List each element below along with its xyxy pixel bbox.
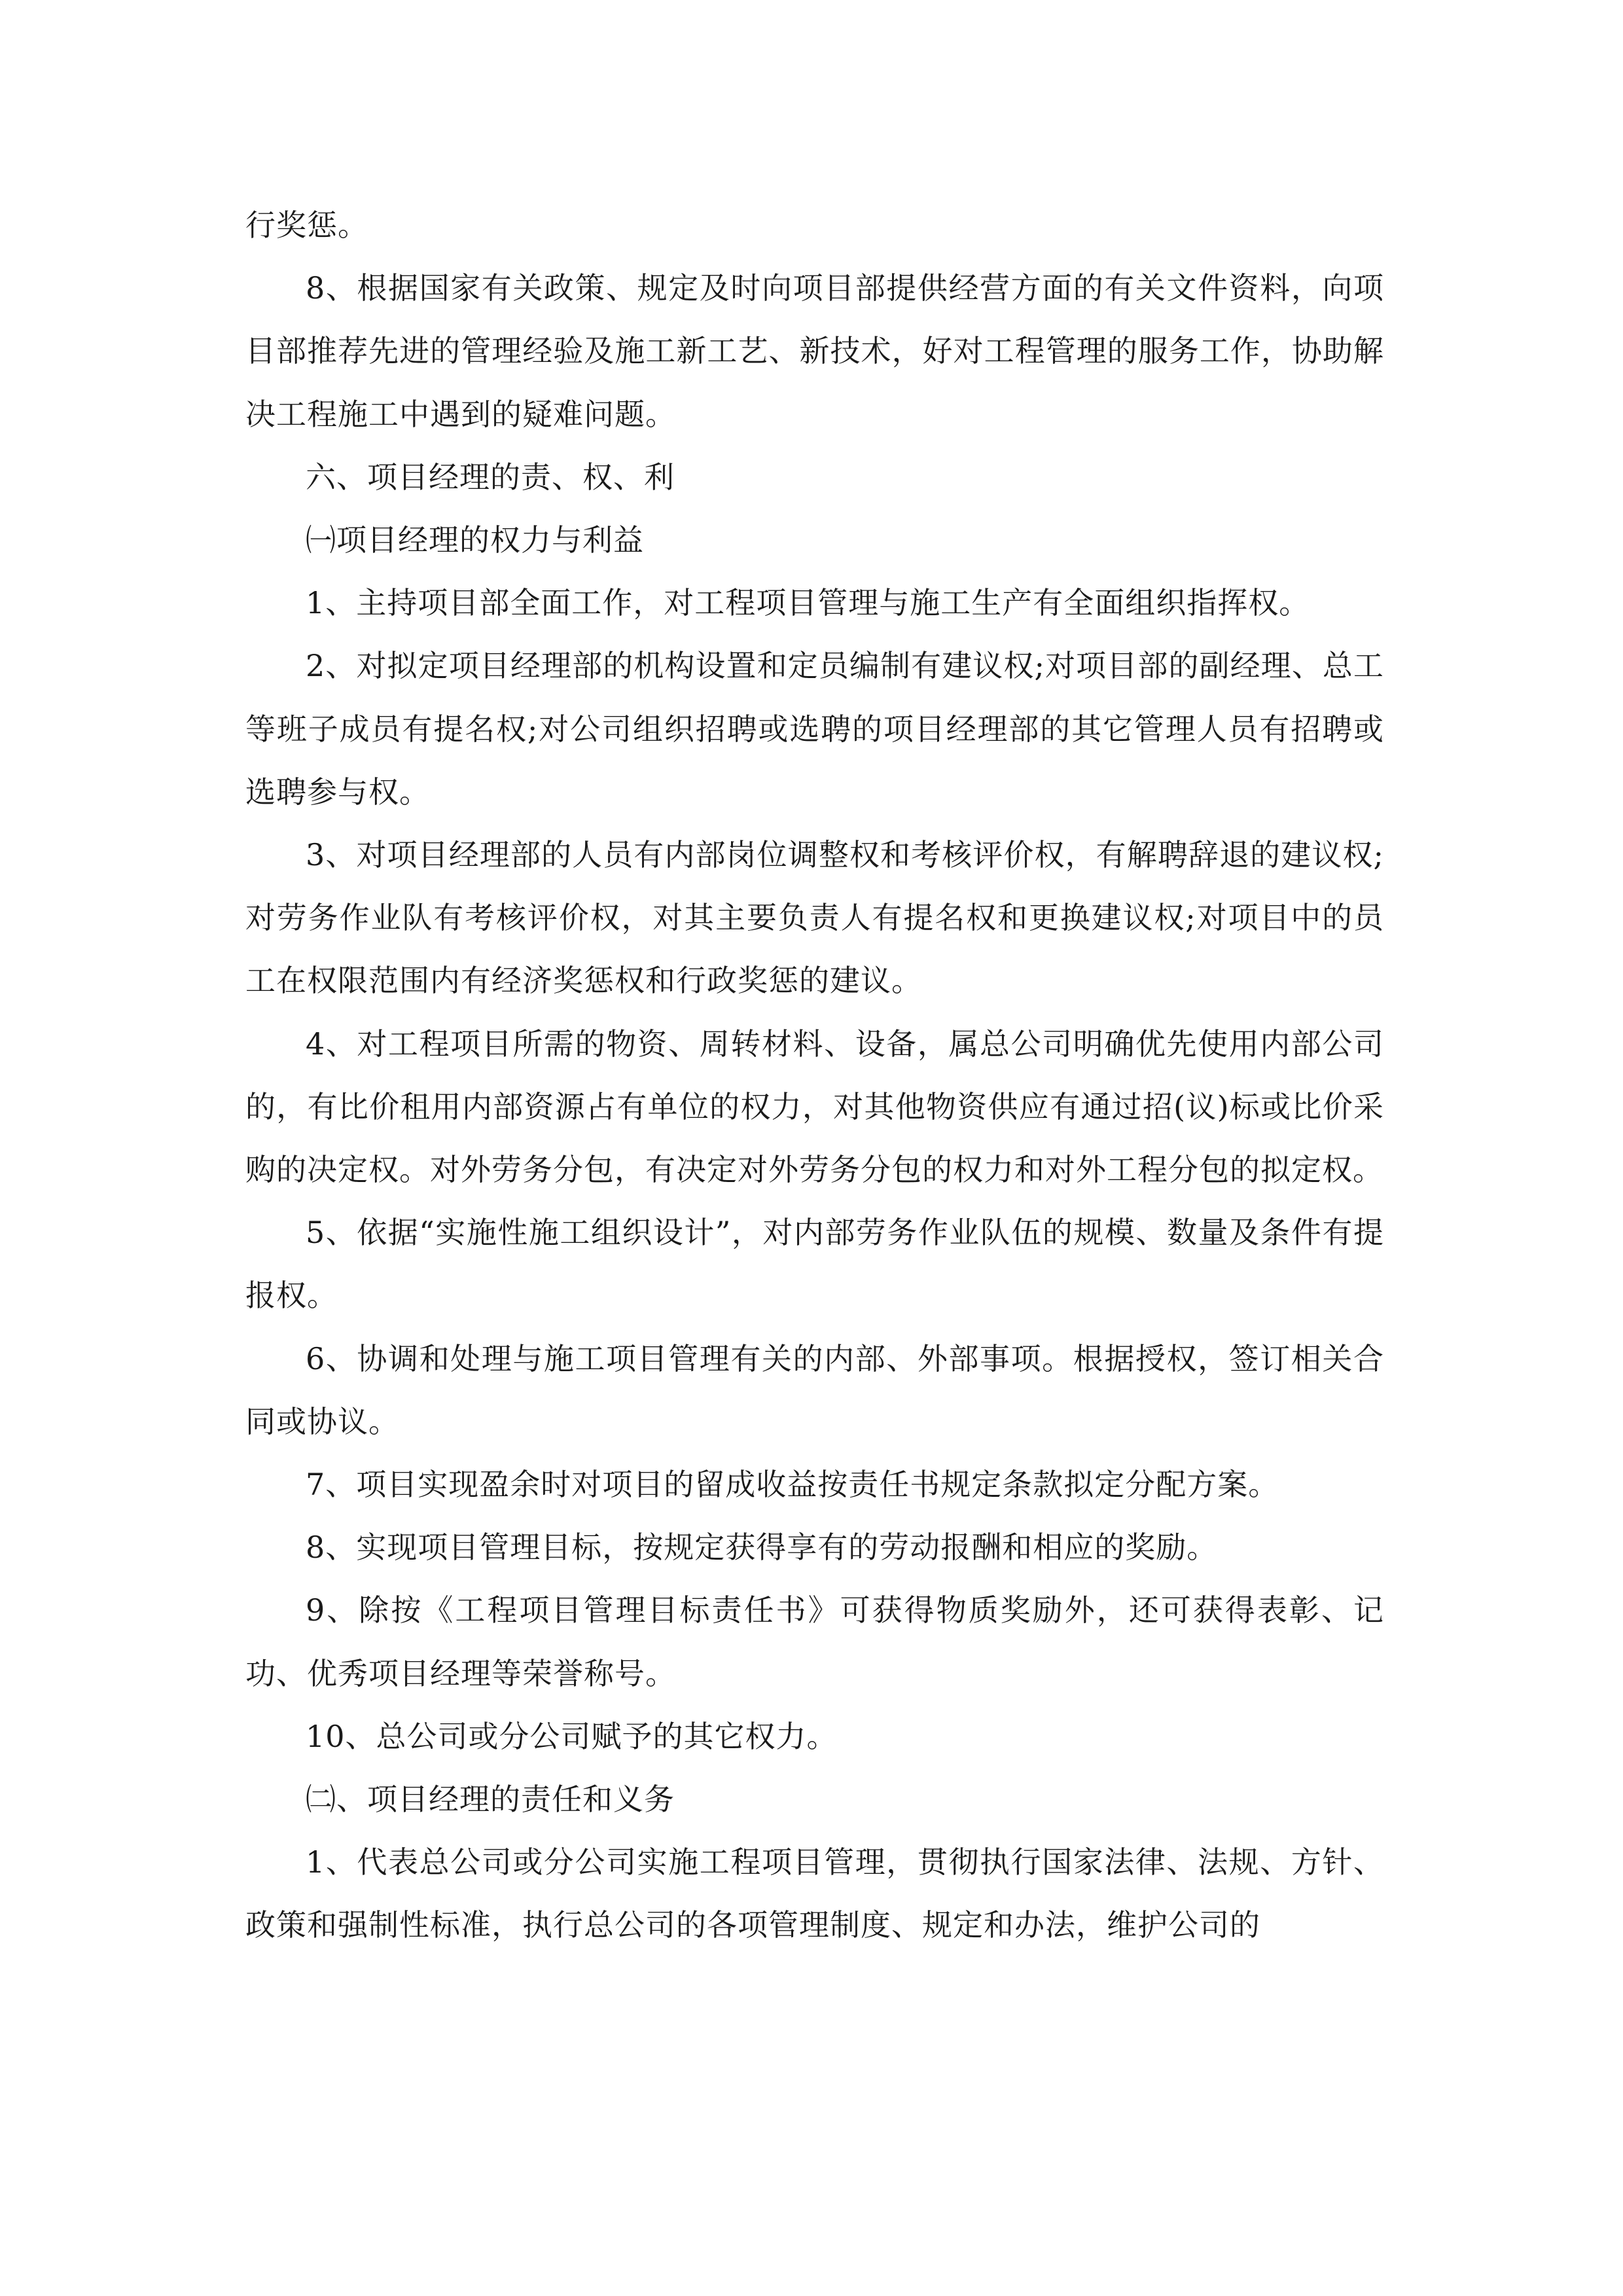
document-body bbox=[245, 194, 1384, 1957]
paragraph-item-9: 9、除按《工程项目管理目标责任书》可获得物质奖励外，还可获得表彰、记功、优秀项目经理等荣誉称号。 bbox=[245, 1592, 1384, 1691]
paragraph-item-2: 2、对拟定项目经理部的机构设置和定员编制有建议权;对项目部的副经理、总工等班子成员有提名权;对公司组织招聘或选聘的项目经理部的其它管理人员有招聘或选聘参与权。 bbox=[245, 648, 1384, 810]
paragraph-item-10: 10、总公司或分公司赋予的其它权力。 bbox=[306, 1718, 838, 1754]
paragraph-item-3: 3、对项目经理部的人员有内部岗位调整权和考核评价权，有解聘辞退的建议权;对劳务作业队有考核评价权，对其主要负责人有提名权和更换建议权;对项目中的员工在权限范围内有经济奖惩权和行政奖惩的建议。 bbox=[245, 837, 1384, 999]
subsection-heading-two: ㈡、项目经理的责任和义务 bbox=[306, 1782, 675, 1818]
section-heading-six: 六、项目经理的责、权、利 bbox=[306, 459, 675, 495]
paragraph-item-1: 1、主持项目部全面工作，对工程项目管理与施工生产有全面组织指挥权。 bbox=[306, 585, 1310, 621]
paragraph-item-6: 6、协调和处理与施工项目管理有关的内部、外部事项。根据授权，签订相关合同或协议。 bbox=[245, 1340, 1384, 1439]
paragraph-continuation: 行奖惩。 bbox=[245, 207, 368, 243]
paragraph-item-8: 8、实现项目管理目标，按规定获得享有的劳动报酬和相应的奖励。 bbox=[306, 1530, 1218, 1566]
subsection-heading-one: ㈠项目经理的权力与利益 bbox=[306, 522, 644, 558]
paragraph-item-4: 4、对工程项目所需的物资、周转材料、设备，属总公司明确优先使用内部公司的，有比价租用内部资源占有单位的权力，对其他物资供应有通过招(议)标或比价采购的决定权。对外劳务分包，有决定对外劳务分包的权力和对外工程分包的拟定权。 bbox=[245, 1026, 1384, 1188]
paragraph-duty-item-1: 1、代表总公司或分公司实施工程项目管理，贯彻执行国家法律、法规、方针、政策和强制性标准，执行总公司的各项管理制度、规定和办法，维护公司的 bbox=[245, 1844, 1384, 1943]
paragraph-item-7: 7、项目实现盈余时对项目的留成收益按责任书规定条款拟定分配方案。 bbox=[306, 1467, 1279, 1503]
paragraph-item-8-company-duty: 8、根据国家有关政策、规定及时向项目部提供经营方面的有关文件资料，向项目部推荐先进的管理经验及施工新工艺、新技术，好对工程管理的服务工作，协助解决工程施工中遇到的疑难问题。 bbox=[245, 270, 1384, 432]
paragraph-item-5: 5、依据“实施性施工组织设计”，对内部劳务作业队伍的规模、数量及条件有提报权。 bbox=[245, 1215, 1384, 1314]
